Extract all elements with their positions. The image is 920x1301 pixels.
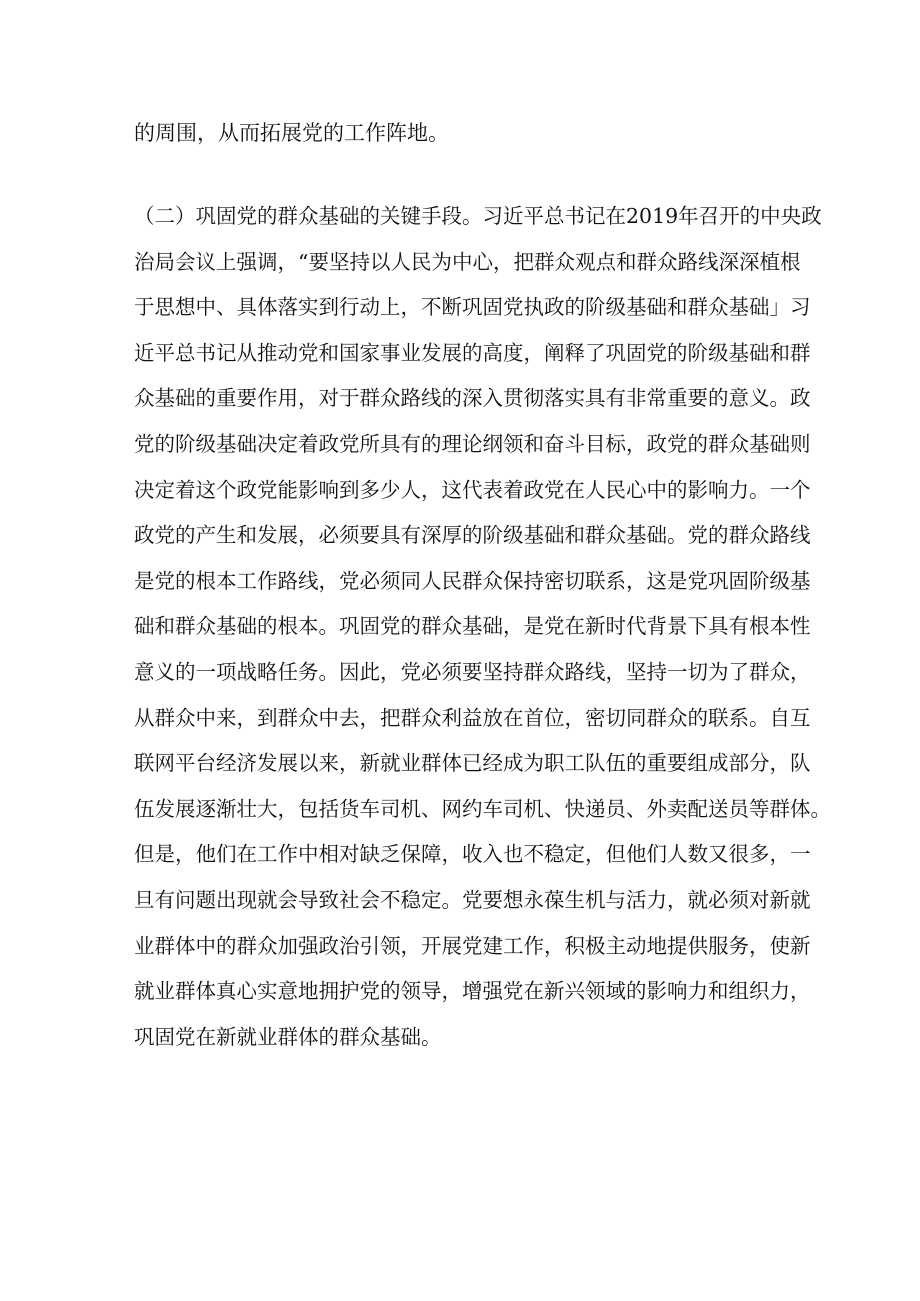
paragraph-line: 业群体中的群众加强政治引领，开展党建工作，积极主动地提供服务，使新 xyxy=(134,933,811,958)
paragraph-line: 众基础的重要作用，对于群众路线的深入贯彻落实具有非常重要的意义。政 xyxy=(134,386,811,411)
paragraph-line: 决定着这个政党能影响到多少人，这代表着政党在人民心中的影响力。一个 xyxy=(134,477,811,502)
paragraph-line: 但是，他们在工作中相对缺乏保障，收入也不稳定，但他们人数又很多，一 xyxy=(134,842,811,867)
paragraph-line: 政党的产生和发展，必须要具有深厚的阶级基础和群众基础。党的群众路线 xyxy=(134,523,811,548)
paragraph-line: 是党的根本工作路线，党必须同人民群众保持密切联系，这是党巩固阶级基 xyxy=(134,568,811,593)
paragraph-line: 旦有问题出现就会导致社会不稳定。党要想永葆生机与活力，就必须对新就 xyxy=(134,887,811,912)
paragraph-line-last: 巩固党在新就业群体的群众基础。 xyxy=(134,1024,442,1049)
paragraph-line: 近平总书记从推动党和国家事业发展的高度，阐释了巩固党的阶级基础和群 xyxy=(134,340,811,365)
section-paragraph xyxy=(134,194,831,1060)
paragraph-line: 伍发展逐渐壮大，包括货车司机、网约车司机、快递员、外卖配送员等群体。 xyxy=(134,796,831,821)
paragraph-line: 从群众中来，到群众中去，把群众利益放在首位，密切同群众的联系。自互 xyxy=(134,705,811,730)
paragraph-line: 治局会议上强调，“要坚持以人民为中心，把群众观点和群众路线深深植根 xyxy=(134,249,801,274)
paragraph-line: （二）巩固党的群众基础的关键手段。习近平总书记在2019年召开的中央政 xyxy=(134,204,822,228)
paragraph-line: 意义的一项战略任务。因此，党必须要坚持群众路线，坚持一切为了群众， xyxy=(134,659,811,684)
paragraph-line: 联网平台经济发展以来，新就业群体已经成为职工队伍的重要组成部分，队 xyxy=(134,751,811,776)
paragraph-line: 础和群众基础的根本。巩固党的群众基础，是党在新时代背景下具有根本性 xyxy=(134,614,811,639)
paragraph-line: 党的阶级基础决定着政党所具有的理论纲领和奋斗目标，政党的群众基础则 xyxy=(134,431,811,456)
paragraph-line: 于思想中、具体落实到行动上，不断巩固党执政的阶级基础和群众基础」习 xyxy=(134,295,811,320)
continuation-paragraph: 的周围，从而拓展党的工作阵地。 xyxy=(134,121,449,145)
paragraph-line: 就业群体真心实意地拥护党的领导，增强党在新兴领域的影响力和组织力， xyxy=(134,979,811,1004)
